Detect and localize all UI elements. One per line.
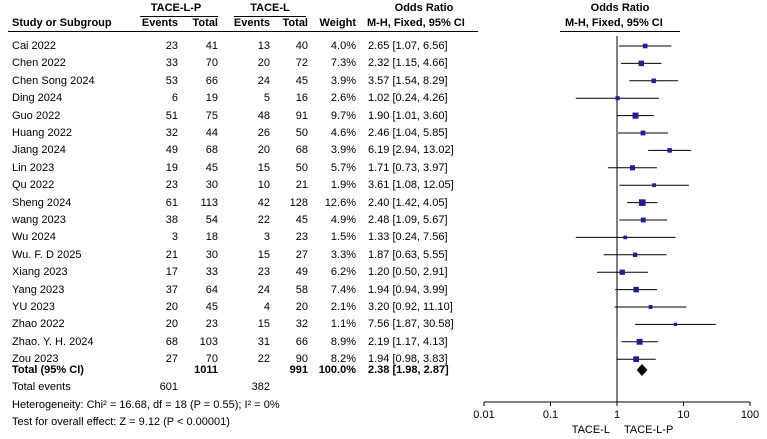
events2-cell: 22 — [257, 353, 270, 366]
x-tick-label: 10 — [677, 409, 690, 421]
total2-header: Total — [282, 17, 308, 29]
total-events-label: Total events — [12, 381, 71, 393]
total2-cell: 40 — [295, 40, 308, 52]
total2-cell: 58 — [295, 283, 308, 296]
events2-cell: 15 — [257, 318, 270, 331]
study-name: Jiang 2024 — [12, 144, 66, 157]
events1-cell: 17 — [165, 266, 178, 279]
weight-cell: 5.7% — [330, 161, 356, 174]
events1-cell: 19 — [165, 161, 178, 174]
point-estimate — [633, 253, 637, 257]
point-estimate — [667, 148, 672, 153]
point-estimate — [633, 287, 639, 293]
total1-cell: 75 — [205, 109, 218, 122]
weight-cell: 6.2% — [330, 266, 356, 279]
point-estimate — [639, 61, 645, 67]
events1-cell: 27 — [165, 353, 178, 366]
or-ci-cell: 1.94 [0.98, 3.83] — [368, 353, 448, 366]
total-weight: 100.0% — [318, 364, 356, 376]
events2-cell: 20 — [257, 57, 270, 70]
weight-cell: 3.9% — [330, 144, 356, 157]
total1-cell: 68 — [205, 144, 218, 157]
or-ci-cell: 1.02 [0.24, 4.26] — [368, 92, 448, 105]
total2-cell: 68 — [295, 144, 308, 157]
or-ci-cell: 2.40 [1.42, 4.05] — [368, 196, 448, 209]
total1-cell: 18 — [205, 231, 218, 244]
or-ci-cell: 3.61 [1.08, 12.05] — [368, 179, 454, 192]
total1-header: Total — [192, 17, 218, 29]
study-name: Yang 2023 — [12, 283, 65, 296]
study-name: Lin 2023 — [12, 161, 55, 174]
events1-cell: 38 — [165, 214, 178, 226]
events1-cell: 68 — [165, 335, 178, 348]
plot-method-header: M-H, Fixed, 95% CI — [565, 17, 663, 29]
study-col-header: Study or Subgroup — [12, 17, 112, 29]
point-estimate — [652, 183, 656, 187]
weight-cell: 2.1% — [330, 301, 356, 313]
events2-cell: 22 — [257, 214, 270, 226]
point-estimate — [623, 236, 627, 240]
point-estimate — [643, 44, 648, 49]
total1-cell: 41 — [205, 40, 218, 52]
total2-cell: 50 — [295, 127, 308, 139]
total2-cell: 21 — [295, 179, 308, 192]
point-estimate — [633, 356, 639, 362]
events2-cell: 24 — [257, 283, 270, 296]
or-ci-cell: 2.65 [1.07, 6.56] — [368, 40, 448, 52]
total2-cell: 27 — [295, 248, 308, 261]
or-ci-cell: 1.90 [1.01, 3.60] — [368, 109, 448, 122]
study-name: Cai 2022 — [12, 40, 57, 52]
events1-cell: 33 — [165, 57, 178, 70]
or-ci-cell: 3.57 [1.54, 8.29] — [368, 74, 448, 87]
total1-cell: 103 — [199, 335, 218, 348]
total2-cell: 91 — [295, 109, 308, 122]
total1-cell: 45 — [205, 161, 218, 174]
total-events-e2: 382 — [251, 381, 270, 393]
weight-cell: 12.6% — [324, 196, 356, 209]
or-ci-cell: 2.46 [1.04, 5.85] — [368, 127, 448, 139]
total1-cell: 113 — [200, 196, 218, 209]
total1-cell: 33 — [205, 266, 218, 279]
total1-cell: 66 — [205, 74, 218, 87]
total-t2: 991 — [289, 364, 308, 376]
total1-cell: 23 — [205, 318, 218, 331]
total2-cell: 45 — [295, 214, 308, 226]
events1-cell: 23 — [165, 40, 178, 52]
total1-cell: 44 — [205, 127, 218, 139]
or-ci-cell: 1.94 [0.94, 3.99] — [368, 283, 448, 296]
events1-cell: 20 — [165, 318, 178, 331]
weight-cell: 8.9% — [330, 335, 356, 348]
point-estimate — [641, 131, 646, 136]
total2-cell: 32 — [295, 318, 308, 331]
x-tick-label: 1 — [613, 409, 621, 421]
events1-cell: 51 — [165, 109, 178, 122]
events2-cell: 13 — [257, 40, 270, 52]
events1-cell: 53 — [165, 74, 178, 87]
or-ci-cell: 1.87 [0.63, 5.55] — [368, 248, 448, 261]
study-name: Xiang 2023 — [12, 266, 68, 279]
total1-cell: 70 — [205, 353, 218, 366]
total2-cell: 90 — [295, 353, 308, 366]
events2-cell: 23 — [257, 266, 270, 279]
or-title: Odds Ratio — [394, 2, 454, 14]
total1-cell: 70 — [205, 57, 218, 70]
or-ci-cell: 1.71 [0.73, 3.97] — [368, 161, 448, 174]
or-ci-cell: 1.20 [0.50, 2.91] — [368, 266, 448, 279]
events1-cell: 23 — [165, 179, 178, 192]
point-estimate — [641, 218, 646, 223]
x-tick-label: 0.01 — [473, 409, 495, 421]
study-name: Zhao 2022 — [12, 318, 65, 331]
events1-cell: 20 — [165, 301, 178, 313]
events1-cell: 37 — [165, 283, 178, 296]
weight-cell: 3.3% — [330, 248, 356, 261]
total2-cell: 50 — [295, 161, 308, 174]
events1-cell: 61 — [165, 196, 178, 209]
x-tick-label: 100 — [740, 409, 760, 421]
total1-cell: 30 — [205, 248, 218, 261]
or-ci-cell: 2.19 [1.17, 4.13] — [368, 335, 448, 348]
total-ci-text: 2.38 [1.98, 2.87] — [368, 364, 449, 376]
weight-cell: 1.9% — [330, 179, 356, 192]
weight-cell: 9.7% — [330, 109, 356, 122]
events2-cell: 3 — [263, 231, 270, 244]
total1-cell: 64 — [205, 283, 218, 296]
group1-header: TACE-L-P — [150, 2, 202, 14]
events2-cell: 31 — [257, 335, 270, 348]
total2-cell: 23 — [295, 231, 308, 244]
or-ci-cell: 6.19 [2.94, 13.02] — [368, 144, 454, 157]
events2-cell: 10 — [257, 179, 270, 192]
point-estimate — [649, 305, 653, 309]
study-name: Ding 2024 — [12, 92, 63, 105]
events2-cell: 5 — [263, 92, 270, 105]
study-name: Chen 2022 — [12, 57, 66, 70]
study-name: Guo 2022 — [12, 109, 61, 122]
point-estimate — [674, 323, 677, 326]
total1-cell: 45 — [205, 301, 218, 313]
study-name: Zou 2023 — [12, 353, 59, 366]
total1-cell: 54 — [205, 214, 218, 226]
events2-cell: 24 — [257, 74, 270, 87]
events1-cell: 3 — [171, 231, 178, 244]
pooled-diamond — [637, 364, 648, 376]
total1-cell: 19 — [205, 92, 218, 105]
total2-cell: 16 — [295, 92, 308, 105]
favours-left-label: TACE-L — [571, 424, 610, 436]
point-estimate — [633, 113, 639, 119]
weight-cell: 4.9% — [330, 214, 356, 226]
group2-header: TACE-L — [250, 2, 290, 14]
events2-cell: 26 — [257, 127, 270, 139]
total1-cell: 30 — [205, 179, 218, 192]
study-name: Sheng 2024 — [12, 196, 72, 209]
total2-cell: 66 — [295, 335, 308, 348]
events1-cell: 6 — [171, 92, 178, 105]
events2-cell: 48 — [257, 109, 270, 122]
events2-cell: 15 — [257, 248, 270, 261]
point-estimate — [630, 165, 635, 170]
weight-cell: 1.5% — [330, 231, 356, 244]
study-name: Wu. F. D 2025 — [12, 248, 82, 261]
weight-cell: 8.2% — [330, 353, 356, 366]
weight-cell: 4.6% — [330, 127, 356, 139]
events1-header: Events — [141, 17, 178, 29]
or-ci-cell: 7.56 [1.87, 30.58] — [368, 318, 454, 331]
weight-cell: 1.1% — [330, 318, 356, 331]
study-name: wang 2023 — [12, 214, 66, 226]
events2-cell: 20 — [257, 144, 270, 157]
events1-cell: 21 — [165, 248, 178, 261]
weight-cell: 3.9% — [330, 74, 356, 87]
weight-cell: 7.4% — [330, 283, 356, 296]
total-events-e1: 601 — [159, 381, 178, 393]
weight-cell: 4.0% — [330, 40, 356, 52]
point-estimate — [637, 339, 643, 345]
heterogeneity-text: Heterogeneity: Chi² = 16.68, df = 18 (P = 0.55); I² = 0% — [12, 399, 280, 411]
study-name: YU 2023 — [12, 301, 55, 313]
events2-cell: 15 — [257, 161, 270, 174]
favours-right-label: TACE-L-P — [624, 424, 674, 436]
weight-cell: 2.6% — [330, 92, 356, 105]
study-name: Qu 2022 — [12, 179, 55, 192]
total-t1: 1011 — [194, 364, 218, 376]
weight-header: Weight — [319, 17, 356, 29]
point-estimate — [616, 96, 620, 100]
events2-header: Events — [233, 17, 270, 29]
point-estimate — [651, 79, 656, 84]
study-name: Huang 2022 — [12, 127, 72, 139]
or-ci-cell: 3.20 [0.92, 11.10] — [368, 301, 453, 313]
events2-cell: 42 — [257, 196, 270, 209]
events1-cell: 49 — [165, 144, 178, 157]
or-ci-cell: 2.48 [1.09, 5.67] — [368, 214, 448, 226]
or-method-header: M-H, Fixed, 95% CI — [367, 17, 465, 29]
point-estimate — [620, 270, 625, 275]
total2-cell: 128 — [289, 196, 308, 209]
total2-cell: 20 — [295, 301, 308, 313]
events2-cell: 4 — [263, 301, 270, 313]
total2-cell: 72 — [295, 57, 308, 70]
study-name: Chen Song 2024 — [12, 74, 95, 87]
total2-cell: 49 — [295, 266, 308, 279]
events1-cell: 32 — [165, 127, 178, 139]
plot-title: Odds Ratio — [590, 2, 650, 14]
total2-cell: 45 — [295, 74, 308, 87]
total-label: Total (95% CI) — [12, 364, 84, 376]
study-name: Wu 2024 — [12, 231, 56, 244]
point-estimate — [639, 199, 646, 206]
or-ci-cell: 1.33 [0.24, 7.56] — [368, 231, 448, 244]
weight-cell: 7.3% — [330, 57, 356, 70]
study-name: Zhao. Y. H. 2024 — [12, 335, 94, 348]
overall-effect-text: Test for overall effect: Z = 9.12 (P < 0.00001) — [12, 416, 230, 428]
x-tick-label: 0.1 — [542, 409, 559, 421]
or-ci-cell: 2.32 [1.15, 4.66] — [368, 57, 448, 70]
